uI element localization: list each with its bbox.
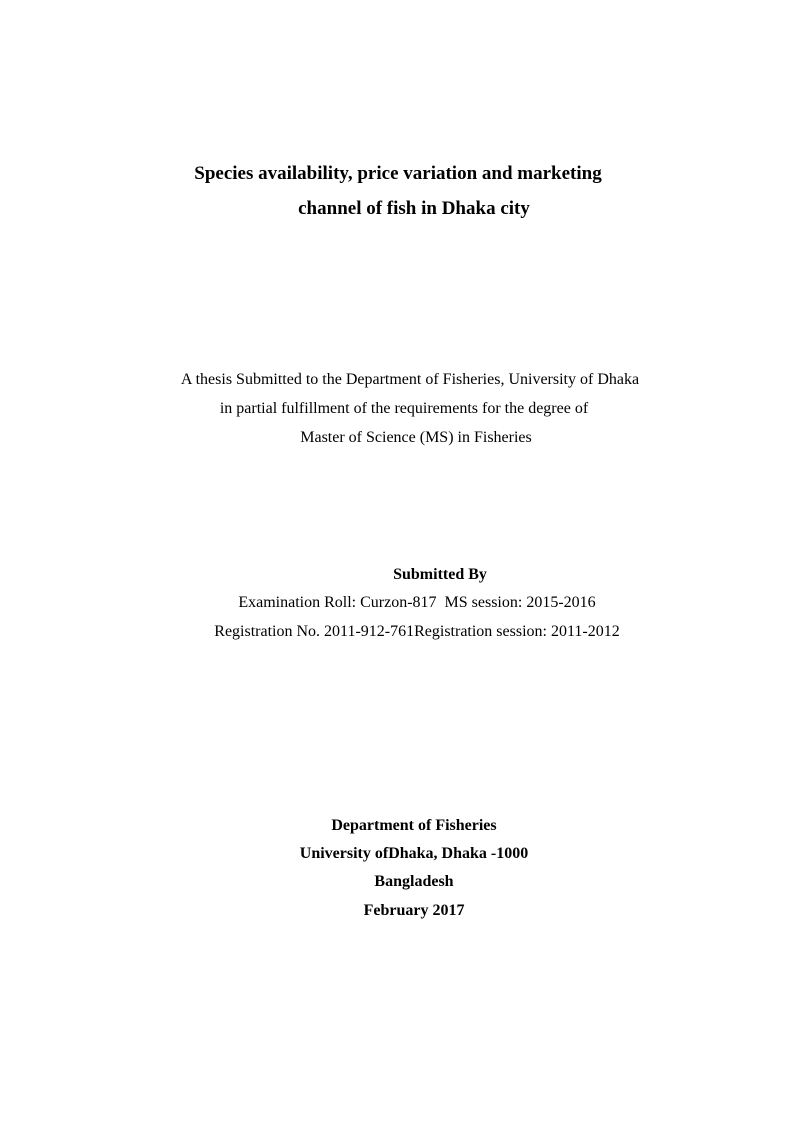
submitted-by-heading: Submitted By — [393, 566, 487, 583]
thesis-statement-line-1: A thesis Submitted to the Department of Fisheries, University of Dhaka — [180, 371, 640, 388]
thesis-statement-line-3: Master of Science (MS) in Fisheries — [300, 429, 532, 446]
examination-roll-line: Examination Roll: Curzon-817 MS session: 2015-2016 — [238, 594, 596, 611]
thesis-title-line-1: Species availability, price variation and marketing — [194, 163, 602, 184]
thesis-title-line-2: channel of fish in Dhaka city — [298, 198, 530, 219]
country-name: Bangladesh — [374, 873, 454, 890]
thesis-statement-line-2: in partial fulfillment of the requirements for the degree of — [219, 400, 589, 417]
submission-date: February 2017 — [363, 902, 465, 919]
department-name: Department of Fisheries — [331, 817, 497, 834]
registration-line: Registration No. 2011-912-761Registration session: 2011-2012 — [214, 623, 620, 640]
university-address: University ofDhaka, Dhaka -1000 — [299, 845, 529, 862]
